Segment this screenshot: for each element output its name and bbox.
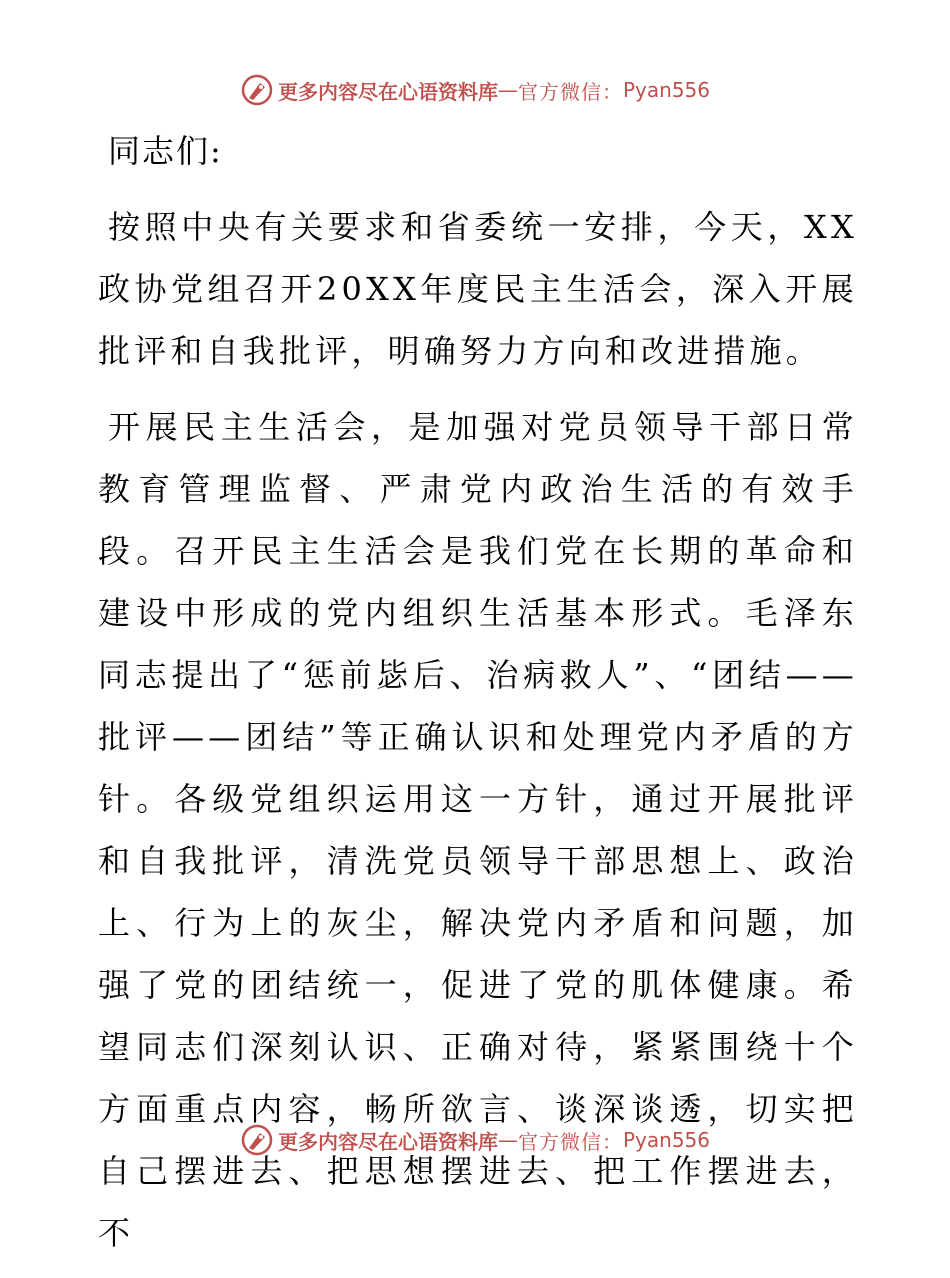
paragraph-2: 开展民主生活会，是加强对党员领导干部日常教育管理监督、严肃党内政治生活的有效手段。召开民主生活会是我们党在长期的革命和建设中形成的党内组织生活基本形式。毛泽东同志提出了“惩前毖后、治病救人”、“团结——批评——团结”等正确认识和处理党内矛盾的方针。各级党组织运用这一方针，通过开展批评和自我批评，清洗党员领导干部思想上、政治上、行为上的灰尘，解决党内矛盾和问题，加强了党的团结统一，促进了党的肌体健康。希望同志们深刻认识、正确对待，紧紧围绕十个方面重点内容，畅所欲言、谈深谈透，切实把自己摆进去、把思想摆进去、把工作摆进去，不: [98, 408, 858, 1252]
site-name: 更多内容尽在心语资料库: [277, 79, 498, 104]
wechat-id: Pyan556: [622, 78, 710, 102]
pen-nib-logo-icon: [240, 73, 274, 107]
wechat-label: 官方微信：: [517, 1129, 623, 1154]
greeting: 同志们:: [108, 132, 223, 170]
footer-watermark: [0, 1120, 950, 1160]
pen-nib-logo-icon: [240, 1123, 274, 1157]
wechat-id: Pyan556: [622, 1128, 710, 1152]
document-body: [98, 120, 858, 1278]
paragraph-1: 按照中央有关要求和省委统一安排，今天，XX政协党组召开20XX年度民主生活会，深入开展批评和自我批评，明确努力方向和改进措施。: [98, 208, 858, 370]
separator: —: [497, 78, 518, 102]
header-watermark: [0, 70, 950, 110]
separator: —: [497, 1128, 518, 1152]
site-name: 更多内容尽在心语资料库: [277, 1129, 498, 1154]
wechat-label: 官方微信：: [517, 79, 623, 104]
